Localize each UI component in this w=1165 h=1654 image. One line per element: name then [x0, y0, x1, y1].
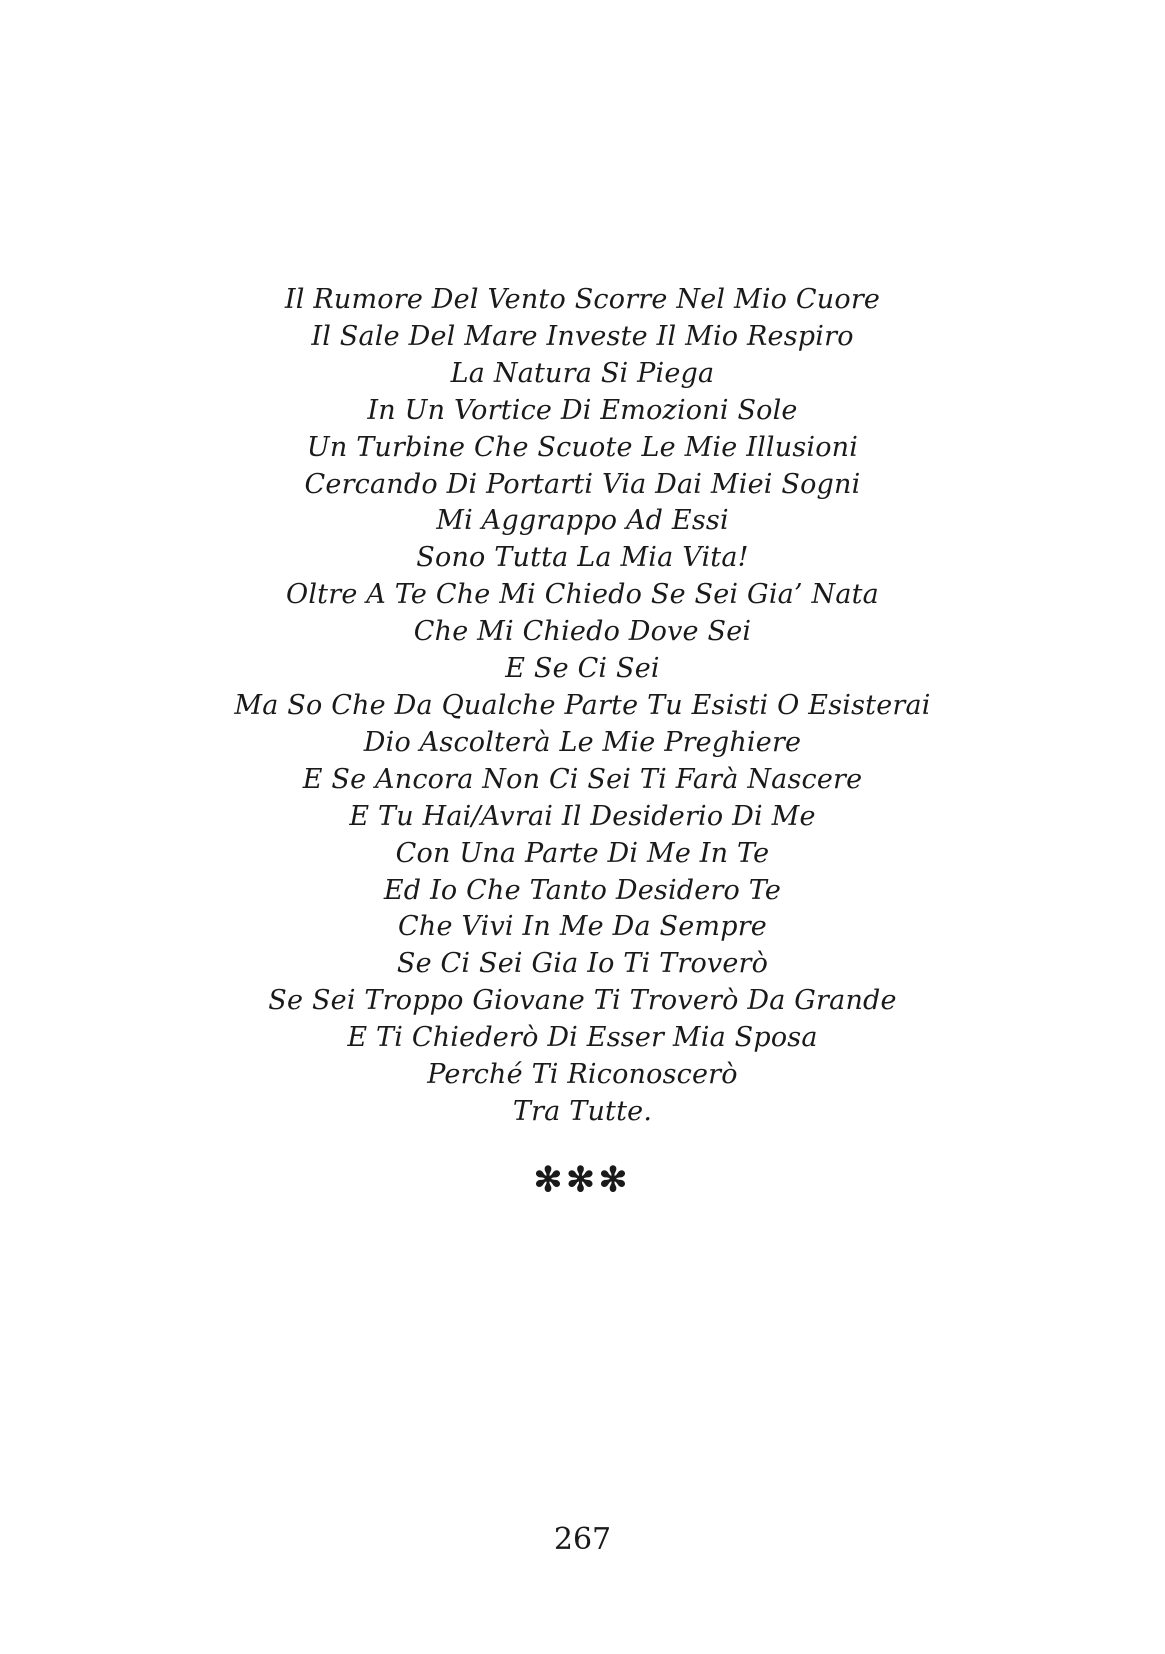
poem-line: E Tu Hai/Avrai Il Desiderio Di Me: [349, 800, 816, 832]
poem-line: Mi Aggrappo Ad Essi: [436, 505, 729, 537]
poem-line: Se Sei Troppo Giovane Ti Troverò Da Grande: [268, 985, 897, 1017]
poem-line: Un Turbine Che Scuote Le Mie Illusioni: [306, 431, 859, 463]
poem-line: Il Rumore Del Vento Scorre Nel Mio Cuore: [284, 284, 881, 315]
poem-line: Con Una Parte Di Me In Te: [395, 837, 770, 869]
poem-line: Dio Ascolterà Le Mie Preghiere: [363, 726, 802, 758]
poem-line: Ed Io Che Tanto Desidero Te: [383, 874, 782, 906]
poem-line: E Se Ancora Non Ci Sei Ti Farà Nascere: [302, 763, 863, 795]
poem-line: Perché Ti Riconoscerò: [427, 1059, 738, 1091]
section-separator: ✻✻✻: [533, 1160, 632, 1200]
poem-line: E Se Ci Sei: [505, 653, 660, 685]
poem-line: In Un Vortice Di Emozioni Sole: [367, 394, 798, 426]
poem-line: Se Ci Sei Gia Io Ti Troverò: [396, 948, 769, 980]
poem: [0, 282, 1165, 1131]
poem-line: E Ti Chiederò Di Esser Mia Sposa: [347, 1022, 818, 1054]
poem-line: Cercando Di Portarti Via Dai Miei Sogni: [304, 468, 861, 500]
page-number: 267: [553, 1522, 612, 1557]
poem-line: Che Vivi In Me Da Sempre: [398, 911, 767, 943]
poem-line: Il Sale Del Mare Investe Il Mio Respiro: [311, 320, 854, 352]
poem-line: Tra Tutte.: [512, 1095, 653, 1127]
poem-line: Oltre A Te Che Mi Chiedo Se Sei Gia’ Nata: [286, 579, 879, 611]
poem-line: Ma So Che Da Qualche Parte Tu Esisti O Esisterai: [234, 689, 931, 721]
poem-line: Che Mi Chiedo Dove Sei: [413, 616, 752, 648]
poem-line: Sono Tutta La Mia Vita!: [416, 542, 749, 574]
poem-line: La Natura Si Piega: [450, 357, 715, 389]
